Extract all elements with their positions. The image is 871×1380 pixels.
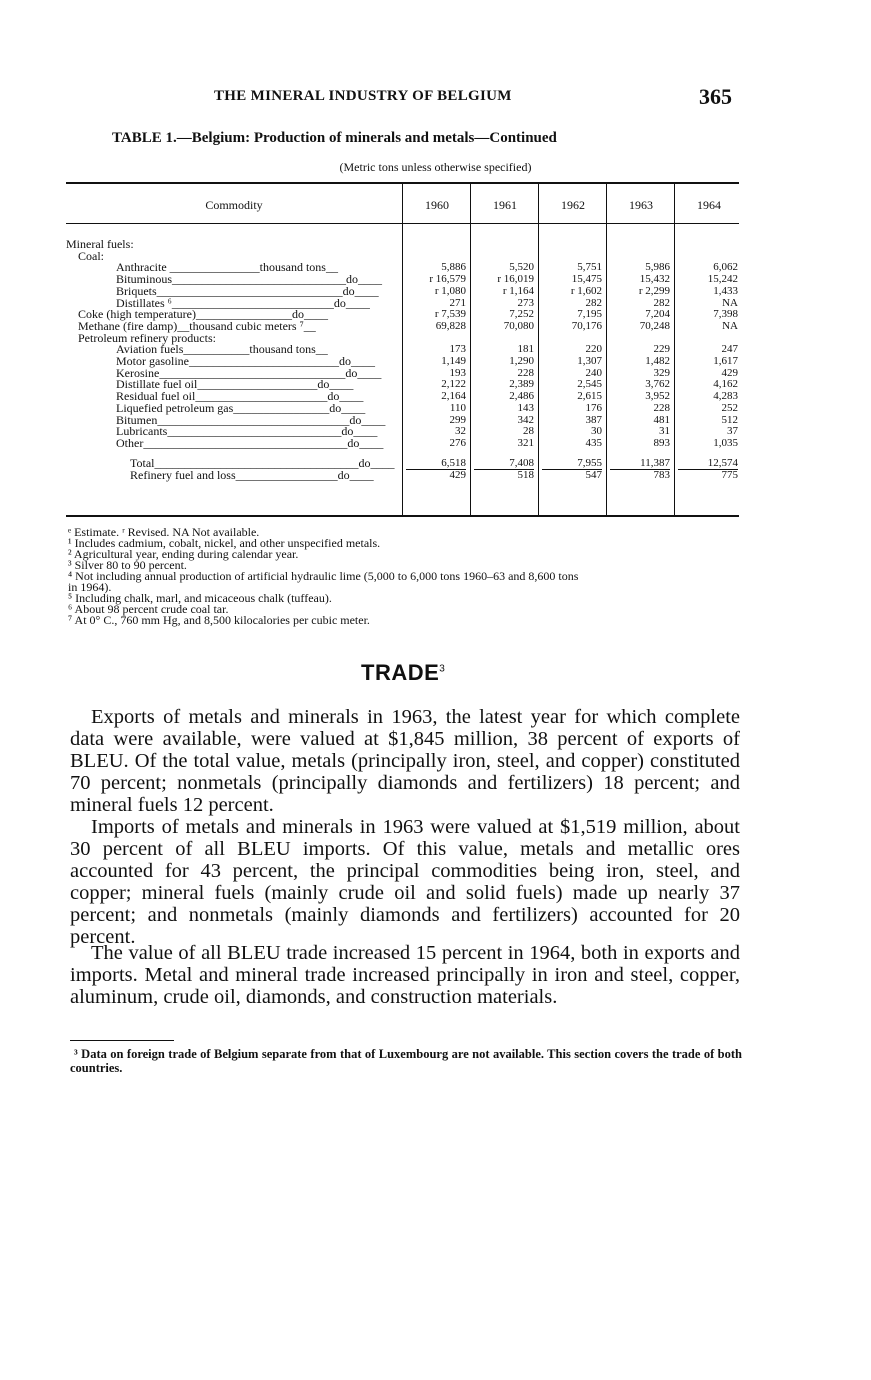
table-cell: 15,475 [571,273,602,286]
table-row-label: Refinery fuel and loss_________________do____ [130,467,374,482]
table-cell: 173 [449,343,466,356]
table-cell: 143 [517,401,534,414]
table-cell: 6,062 [713,261,738,274]
paragraph-text: The value of all BLEU trade increased 15 percent in 1964, both in exports and imports. Metal and mineral trade increased principally in iron and steel, copper, aluminum, crude oil, diamonds, and construction materials. [70,942,740,1008]
table-cell: 181 [517,343,534,356]
table-cell: 7,408 [509,456,534,469]
footnote-line: ¹ Includes cadmium, cobalt, nickel, and other unspecified metals. [68,536,381,550]
section-heading-text: TRADE [361,660,440,685]
table-cell: 6,518 [441,456,466,469]
paragraph [70,706,740,816]
table-cell: 783 [653,468,670,481]
table-cell: 228 [517,366,534,379]
table-cell: 512 [721,413,738,426]
table-cell: 282 [585,296,602,309]
table-row-label: Liquefied petroleum gas________________do____ [116,400,366,415]
table-cell: 435 [585,436,602,449]
paragraph [70,942,740,1008]
page-number: 365 [699,84,732,109]
table-row-label: Aviation fuels___________thousand tons__ [116,342,328,357]
table-cell: 271 [449,296,466,309]
table-row [66,238,739,250]
table-cell: 276 [449,436,466,449]
table-row-label: Bituminous_____________________________do____ [116,272,383,287]
table-subtitle: (Metric tons unless otherwise specified) [339,160,532,174]
footnote-line: ᵉ Estimate. ʳ Revised. NA Not available. [68,525,260,539]
table-cell: 220 [585,343,602,356]
footnote-line: ³ Silver 80 to 90 percent. [68,558,187,572]
table-bottom-rule [66,515,739,517]
table-row [66,285,739,297]
table-row-label: Lubricants_____________________________do____ [116,424,378,439]
table-cell: 329 [653,366,670,379]
table-cell: 176 [585,401,602,414]
table-cell: 1,307 [577,355,602,367]
table-cell: 893 [653,436,670,449]
table-row [66,469,739,481]
table-cell: 1,035 [713,436,738,449]
table-cell: 775 [721,468,738,481]
paragraph [70,816,740,948]
table-cell: 28 [523,425,534,438]
footnote-line: ⁶ About 98 percent crude coal tar. [68,602,229,616]
table-row-label: Mineral fuels: [66,237,134,251]
table-cell: 518 [517,468,534,481]
table-row-label: Kerosine_______________________________do____ [116,365,382,380]
table-footnotes [68,527,748,626]
column-header-1960: 1960 [425,198,449,212]
table-cell: 193 [449,366,466,379]
footnote-line: ⁷ At 0° C., 760 mm Hg, and 8,500 kilocalories per cubic meter. [68,613,370,627]
table-cell: 5,520 [509,261,534,274]
table-cell: 2,122 [441,378,466,391]
running-title: THE MINERAL INDUSTRY OF BELGIUM [214,88,512,104]
table-row [66,402,739,414]
table-cell: 70,176 [571,319,602,332]
column-header-commodity: Commodity [205,198,263,212]
table-cell: 1,290 [509,355,534,367]
section-heading [361,660,445,686]
table-cell: 3,762 [645,378,670,391]
table-cell: 7,252 [509,308,534,321]
table-cell: 7,398 [713,308,738,321]
table-cell: 229 [653,343,670,356]
table-cell: 2,164 [441,390,466,403]
column-header-1963: 1963 [629,198,653,212]
column-header-1964: 1964 [697,198,721,212]
table-title: TABLE 1.—Belgium: Production of minerals and metals—Continued [112,130,557,146]
table-cell: 429 [449,468,466,481]
table-cell: 2,486 [509,390,534,403]
table-cell: 321 [517,436,534,449]
table-cell: 387 [585,413,602,426]
table-cell: 110 [449,401,466,414]
footnote-line: ⁴ Not including annual production of artificial hydraulic lime (5,000 to 6,000 tons 1960–63 and 8,600 tons [68,569,579,583]
table-cell: NA [722,319,738,332]
table-cell: 15,432 [639,273,670,286]
table-cell: 2,389 [509,378,534,391]
table-cell: 1,617 [713,355,738,367]
footnote-rule [70,1040,174,1041]
table-row-label: Distillates ⁶___________________________do____ [116,295,370,310]
table-cell: 252 [721,401,738,414]
table-row-label: Briquets_______________________________do____ [116,283,379,298]
table-cell: 7,195 [577,308,602,321]
table-row-label: Distillate fuel oil____________________do____ [116,377,354,392]
table-cell: 547 [585,468,602,481]
column-header-1961: 1961 [493,198,517,212]
table-cell: 7,204 [645,308,670,321]
table-row-label: Bitumen________________________________do____ [116,412,386,427]
table-row-label: Residual fuel oil______________________do____ [116,389,364,404]
table-cell: 247 [721,343,738,356]
table-cell: 5,986 [645,261,670,274]
paragraph-text: Exports of metals and minerals in 1963, the latest year for which complete data were available, were valued at $1,845 million, 38 percent of exports of BLEU. Of the total value, metals (principally iron, steel, and copper) constituted 70 percent; nonmetals (principally diamonds and fertilizers) 18 percent; and mineral fuels 12 percent. [70,706,740,816]
table-cell: 342 [517,413,534,426]
table-cell: 228 [653,401,670,414]
running-head [0,84,871,114]
table-row-label: Anthracite _______________thousand tons__ [116,260,338,275]
table-cell: 240 [585,366,602,379]
page-footnote: ³ Data on foreign trade of Belgium separate from that of Luxembourg are not available. This section covers the trade of both countries. [70,1047,742,1075]
table-cell: 299 [449,413,466,426]
section-heading-footnote-ref: 3 [439,663,446,675]
table-cell: 5,886 [441,261,466,274]
table-cell: r 16,579 [429,273,466,286]
table-cell: r 16,019 [497,273,534,286]
table-cell: r 1,080 [434,284,466,297]
table-row-label: Motor gasoline_________________________do____ [116,354,375,368]
table-row-label: Total__________________________________do____ [130,455,395,470]
table-cell: 429 [721,366,738,379]
table-cell: r 1,164 [502,284,534,297]
table-cell: 11,387 [640,456,670,469]
table-cell: 37 [727,425,738,438]
table-cell: 12,574 [707,456,738,469]
footnote-line: in 1964). [68,580,112,594]
table-cell: 3,952 [645,390,670,403]
table-cell: r 2,299 [638,284,670,297]
table-cell: 30 [591,425,602,438]
paragraph-text: Imports of metals and minerals in 1963 were valued at $1,519 million, about 30 percent of all BLEU imports. Of this value, metals and metallic ores accounted for 43 percent, the principal commodities being iron, steel, and copper; mineral fuels (mainly crude oil and solid fuels) made up nearly 37 percent; and nonmetals (mainly diamonds and fertilizers) accounted for 20 percent. [70,816,740,948]
column-header-1962: 1962 [561,198,585,212]
table-cell: 481 [653,413,670,426]
table-cell: r 7,539 [434,308,466,321]
table-cell: 5,751 [577,261,602,274]
table-cell: 15,242 [707,273,738,286]
table-row-label: Other__________________________________do____ [116,435,384,450]
table-cell: NA [722,296,738,309]
table-cell: 2,545 [577,378,602,391]
table-cell: 282 [653,296,670,309]
table-cell: 69,828 [435,319,466,332]
table-cell: 2,615 [577,390,602,403]
table-cell: 1,149 [441,355,466,367]
table-cell: 32 [455,425,466,438]
table-cell: 7,955 [577,456,602,469]
table-cell: 4,283 [713,390,738,403]
table-row-label: Methane (fire damp)__thousand cubic meters ⁷__ [78,318,316,333]
table-cell: 1,433 [713,284,738,297]
table-cell: r 1,602 [570,284,602,297]
footnote-line: ⁵ Including chalk, marl, and micaceous chalk (tuffeau). [68,591,332,605]
table-cell: 1,482 [645,355,670,367]
table-row-label: Coke (high temperature)________________do____ [78,307,328,322]
table-cell: 70,248 [639,319,670,332]
table-row-label: Coal: [78,248,104,263]
table-cell: 70,080 [503,319,534,332]
table-cell: 31 [659,425,670,438]
table-row [66,437,739,449]
table-cell: 273 [517,296,534,309]
table-cell: 4,162 [713,378,738,391]
footnote-line: ² Agricultural year, ending during calendar year. [68,547,299,561]
table-row-label: Petroleum refinery products: [78,330,216,345]
